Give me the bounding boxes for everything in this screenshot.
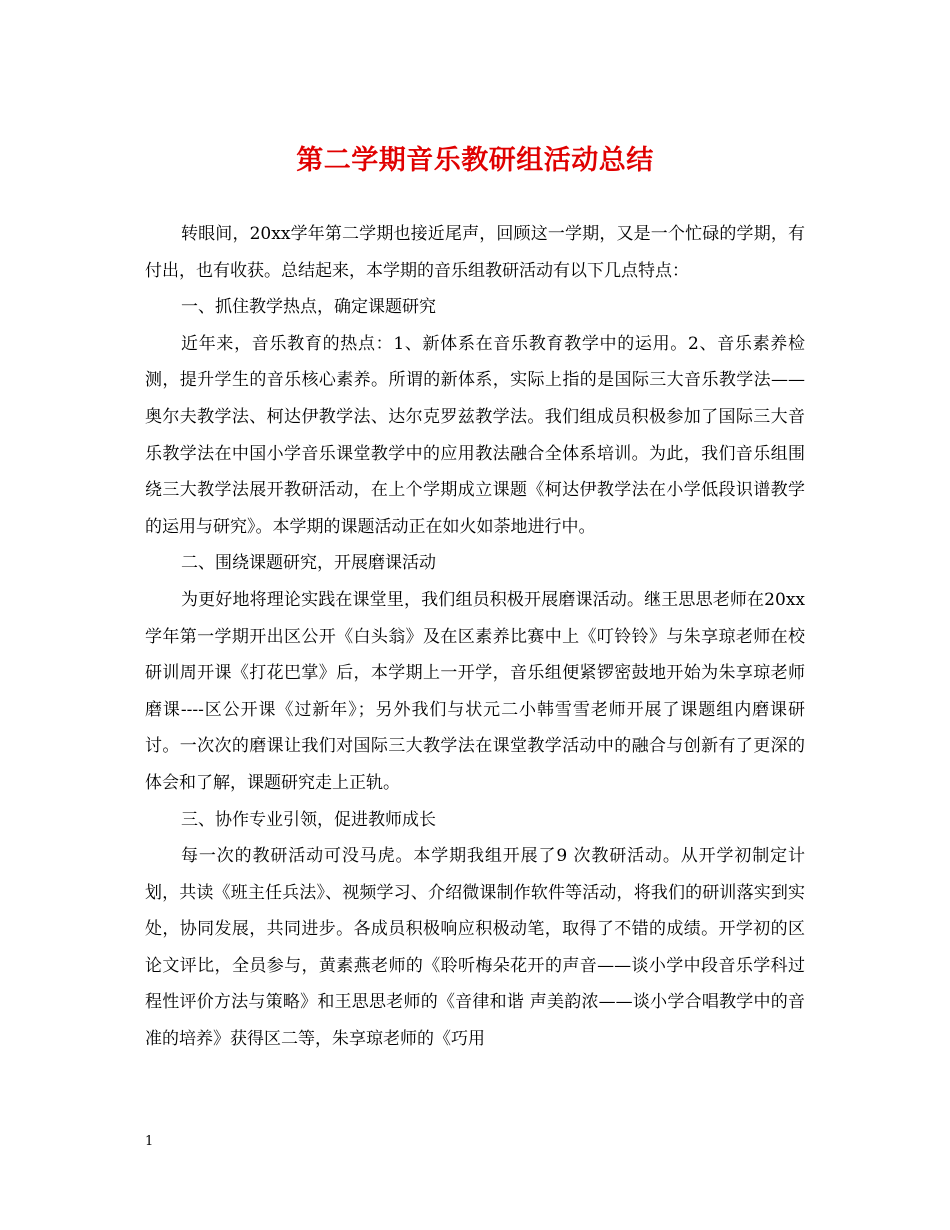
paragraph-section-1: 近年来，音乐教育的热点：1、新体系在音乐教育教学中的运用。2、音乐素养检测，提升学生的音乐核心素养。所谓的新体系，实际上指的是国际三大音乐教学法——奥尔夫教学法、柯达伊教学法、达尔克罗兹教学法。我们组成员积极参加了国际三大音乐教学法在中国小学音乐课堂教学中的应用教法融合全体系培训。为此，我们音乐组围绕三大教学法展开教研活动，在上个学期成立课题《柯达伊教学法在小学低段识谱教学的运用与研究》。本学期的课题活动正在如火如荼地进行中。 [145, 333, 805, 537]
section-heading-3: 三、协作专业引领，促进教师成长 [181, 809, 436, 830]
document-title: 第二学期音乐教研组活动总结 [296, 145, 654, 176]
page-number: 1 [145, 1134, 154, 1149]
paragraph-intro: 转眼间，20xx学年第二学期也接近尾声，回顾这一学期，又是一个忙碌的学期，有付出，也有收获。总结起来，本学期的音乐组教研活动有以下几点特点： [145, 224, 805, 281]
section-heading-2: 二、围绕课题研究，开展磨课活动 [181, 553, 436, 574]
paragraph-section-3: 每一次的教研活动可没马虎。本学期我组开展了9 次教研活动。从开学初制定计划，共读《班主任兵法》、视频学习、介绍微课制作软件等活动，将我们的研训落实到实处，协同发展，共同进步。各成员积极响应积极动笔，取得了不错的成绩。开学初的区论文评比，全员参与，黄素燕老师的《聆听梅朵花开的声音——谈小学中段音乐学科过程性评价方法与策略》和王思思老师的《音律和谐 声美韵浓——谈小学合唱教学中的音准的培养》获得区二等，朱享琼老师的《巧用 [145, 846, 805, 1050]
section-heading-1: 一、抓住教学热点，确定课题研究 [181, 297, 436, 318]
paragraph-section-2: 为更好地将理论实践在课堂里，我们组员积极开展磨课活动。继王思思老师在20xx学年第一学期开出区公开《白头翁》及在区素养比赛中上《叮铃铃》与朱享琼老师在校研训周开课《打花巴掌》后，本学期上一开学，音乐组便紧锣密鼓地开始为朱享琼老师磨课----区公开课《过新年》；另外我们与状元二小韩雪雪老师开展了课题组内磨课研讨。一次次的磨课让我们对国际三大教学法在课堂教学活动中的融合与创新有了更深的体会和了解，课题研究走上正轨。 [145, 589, 805, 793]
document-body [145, 216, 805, 1058]
